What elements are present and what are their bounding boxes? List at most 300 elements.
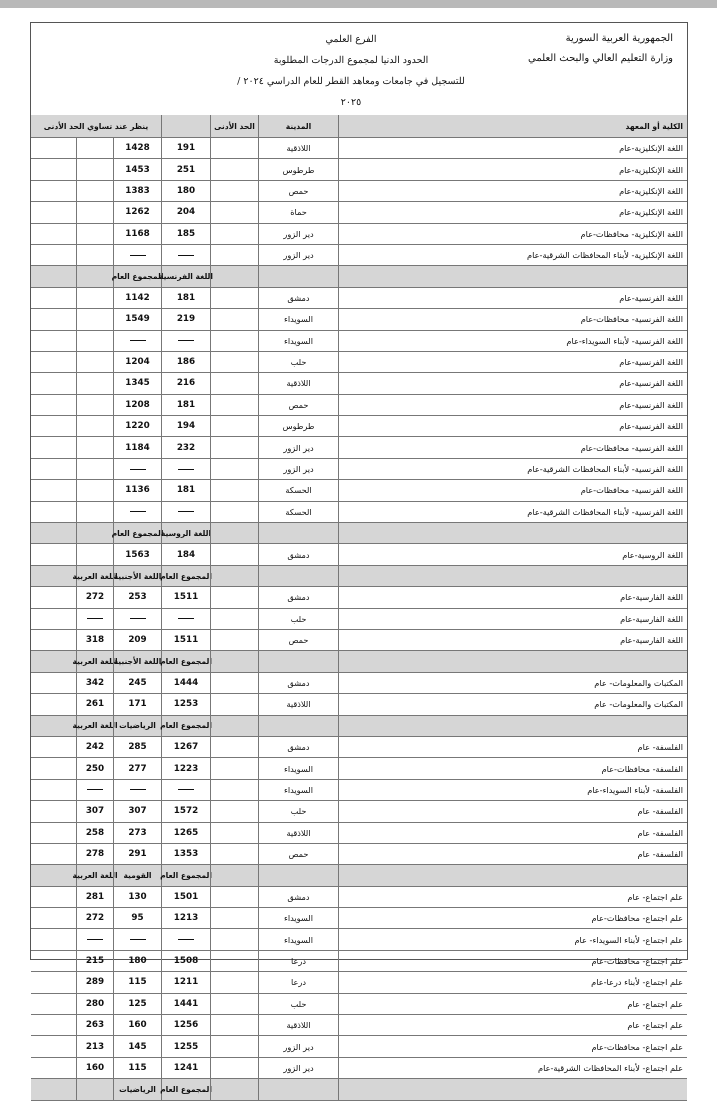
col-second-value: 253 <box>113 587 161 607</box>
table-row <box>31 309 687 330</box>
col-blank <box>31 673 76 693</box>
col-spacer <box>210 202 258 222</box>
col-third-subject: 261 <box>76 694 113 714</box>
col-city: حلب <box>258 801 338 821</box>
col-third-subject <box>76 266 113 286</box>
blank-header <box>161 115 210 137</box>
col-spacer <box>210 373 258 393</box>
col-first-value: 216 <box>161 373 210 393</box>
col-spacer <box>210 908 258 928</box>
subheader-row <box>31 651 687 672</box>
top-bar <box>0 0 717 8</box>
document-header <box>31 23 687 116</box>
college-header: الكلية أو المعهد <box>338 115 687 137</box>
col-first-value <box>161 331 210 351</box>
col-college: اللغة الفرنسية-عام <box>338 288 687 308</box>
col-blank <box>31 331 76 351</box>
col-city: حمص <box>258 395 338 415</box>
subheader-row <box>31 865 687 886</box>
col-blank <box>31 159 76 179</box>
issuer-block <box>528 29 673 69</box>
subheader-row <box>31 566 687 587</box>
col-blank <box>31 587 76 607</box>
col-city: السويداء <box>258 929 338 949</box>
table-row <box>31 1058 687 1079</box>
col-spacer <box>210 245 258 265</box>
table-row <box>31 694 687 715</box>
col-blank <box>31 245 76 265</box>
col-second-value: 273 <box>113 823 161 843</box>
col-college <box>338 1079 687 1099</box>
col-third-subject: 272 <box>76 587 113 607</box>
table-row <box>31 951 687 972</box>
col-third-subject: اللغة العربية <box>76 651 113 671</box>
col-blank <box>31 1058 76 1078</box>
col-city: دمشق <box>258 673 338 693</box>
col-third-subject <box>76 480 113 500</box>
col-spacer <box>210 929 258 949</box>
col-college: المكتبات والمعلومات- عام <box>338 673 687 693</box>
table-row <box>31 994 687 1015</box>
dash-mark <box>178 511 194 512</box>
col-first-value: المجموع العام <box>161 1079 210 1099</box>
col-college <box>338 865 687 885</box>
col-blank <box>31 758 76 778</box>
col-college <box>338 523 687 543</box>
col-first-value: 219 <box>161 309 210 329</box>
col-second-value <box>113 331 161 351</box>
col-third-subject <box>76 181 113 201</box>
table-row <box>31 758 687 779</box>
col-spacer <box>210 651 258 671</box>
col-college <box>338 566 687 586</box>
col-city: دير الزور <box>258 1058 338 1078</box>
col-blank <box>31 823 76 843</box>
col-spacer <box>210 1079 258 1099</box>
table-row <box>31 1015 687 1036</box>
col-blank <box>31 1036 76 1056</box>
col-first-value: 1511 <box>161 630 210 650</box>
col-blank <box>31 630 76 650</box>
col-blank <box>31 951 76 971</box>
col-first-value: 1223 <box>161 758 210 778</box>
col-second-value: 1168 <box>113 224 161 244</box>
table-header-row <box>31 115 687 138</box>
col-spacer <box>210 480 258 500</box>
dash-mark <box>178 789 194 790</box>
col-college: اللغة الفرنسية- محافظات-عام <box>338 437 687 457</box>
col-city: السويداء <box>258 908 338 928</box>
col-city: حماة <box>258 202 338 222</box>
col-college: اللغة الفرنسية- لأبناء المحافظات الشرقية-عام <box>338 502 687 522</box>
dash-mark <box>178 469 194 470</box>
col-city: دير الزور <box>258 459 338 479</box>
dash-mark <box>130 511 146 512</box>
col-first-value: 1441 <box>161 994 210 1014</box>
table-row <box>31 395 687 416</box>
col-spacer <box>210 994 258 1014</box>
col-first-value: 194 <box>161 416 210 436</box>
col-spacer <box>210 1058 258 1078</box>
col-first-value <box>161 245 210 265</box>
col-spacer <box>210 1036 258 1056</box>
col-second-value: 307 <box>113 801 161 821</box>
table-row <box>31 288 687 309</box>
col-college: اللغة الفرنسية- لأبناء المحافظات الشرقية-عام <box>338 459 687 479</box>
col-third-subject <box>76 373 113 393</box>
col-third-subject: 280 <box>76 994 113 1014</box>
col-first-value: 232 <box>161 437 210 457</box>
col-blank <box>31 202 76 222</box>
col-third-subject <box>76 780 113 800</box>
col-third-subject <box>76 502 113 522</box>
col-third-subject: 342 <box>76 673 113 693</box>
col-first-value: المجموع العام <box>161 865 210 885</box>
col-second-value: 285 <box>113 737 161 757</box>
col-spacer <box>210 737 258 757</box>
col-city <box>258 523 338 543</box>
col-spacer <box>210 694 258 714</box>
dash-mark <box>178 939 194 940</box>
col-third-subject: 272 <box>76 908 113 928</box>
col-second-value: 180 <box>113 951 161 971</box>
col-college: اللغة الإنكليزية-عام <box>338 202 687 222</box>
col-third-subject: 263 <box>76 1015 113 1035</box>
col-spacer <box>210 673 258 693</box>
col-city: حلب <box>258 352 338 372</box>
table-row <box>31 737 687 758</box>
col-city <box>258 1079 338 1099</box>
col-college: الفلسفة- محافظات-عام <box>338 758 687 778</box>
col-first-value: 1572 <box>161 801 210 821</box>
table-row <box>31 416 687 437</box>
col-city <box>258 651 338 671</box>
col-first-value: اللغة الروسية <box>161 523 210 543</box>
col-city: درعا <box>258 972 338 992</box>
col-blank <box>31 844 76 864</box>
col-second-value: القومية <box>113 865 161 885</box>
dash-mark <box>178 340 194 341</box>
table-row <box>31 801 687 822</box>
col-blank <box>31 459 76 479</box>
table-row <box>31 352 687 373</box>
table-row <box>31 609 687 630</box>
col-blank <box>31 716 76 736</box>
col-college: الفلسفة- عام <box>338 844 687 864</box>
col-city: اللاذقية <box>258 373 338 393</box>
table-row <box>31 224 687 245</box>
col-first-value: 1256 <box>161 1015 210 1035</box>
col-blank <box>31 480 76 500</box>
col-spacer <box>210 801 258 821</box>
col-college: اللغة الفارسية-عام <box>338 609 687 629</box>
col-third-subject <box>76 288 113 308</box>
subheader-row <box>31 1079 687 1100</box>
col-first-value: المجموع العام <box>161 716 210 736</box>
col-second-value: 291 <box>113 844 161 864</box>
col-college: علم اجتماع- محافظات-عام <box>338 951 687 971</box>
col-second-value: 1262 <box>113 202 161 222</box>
col-first-value <box>161 502 210 522</box>
col-third-subject: 213 <box>76 1036 113 1056</box>
col-first-value: 1265 <box>161 823 210 843</box>
col-third-subject <box>76 202 113 222</box>
col-spacer <box>210 437 258 457</box>
col-third-subject: 215 <box>76 951 113 971</box>
col-second-value: 145 <box>113 1036 161 1056</box>
table-row <box>31 245 687 266</box>
dash-mark <box>130 340 146 341</box>
col-spacer <box>210 266 258 286</box>
table-row <box>31 1036 687 1057</box>
table-row <box>31 459 687 480</box>
col-blank <box>31 651 76 671</box>
dash-mark <box>130 789 146 790</box>
col-city <box>258 865 338 885</box>
col-spacer <box>210 544 258 564</box>
col-third-subject <box>76 245 113 265</box>
col-first-value: 204 <box>161 202 210 222</box>
col-spacer <box>210 758 258 778</box>
table-row <box>31 544 687 565</box>
col-third-subject: 250 <box>76 758 113 778</box>
col-spacer <box>210 887 258 907</box>
col-college <box>338 266 687 286</box>
col-blank <box>31 1015 76 1035</box>
col-third-subject <box>76 224 113 244</box>
col-third-subject: 242 <box>76 737 113 757</box>
col-first-value: 184 <box>161 544 210 564</box>
col-blank <box>31 437 76 457</box>
col-third-subject: 289 <box>76 972 113 992</box>
city-header: المدينة <box>258 115 338 137</box>
col-third-subject: اللغة العربية <box>76 865 113 885</box>
table-row <box>31 202 687 223</box>
col-blank <box>31 395 76 415</box>
table-row <box>31 331 687 352</box>
col-second-value: 115 <box>113 972 161 992</box>
col-spacer <box>210 352 258 372</box>
col-city <box>258 266 338 286</box>
col-city: دير الزور <box>258 224 338 244</box>
col-college: اللغة الإنكليزية- لأبناء المحافظات الشرقية-عام <box>338 245 687 265</box>
dash-mark <box>178 255 194 256</box>
col-spacer <box>210 823 258 843</box>
table-row <box>31 480 687 501</box>
col-third-subject: 307 <box>76 801 113 821</box>
col-city: دمشق <box>258 544 338 564</box>
col-second-value: 1142 <box>113 288 161 308</box>
dash-mark <box>130 618 146 619</box>
col-second-value: 1204 <box>113 352 161 372</box>
col-first-value: 1211 <box>161 972 210 992</box>
col-blank <box>31 266 76 286</box>
col-second-value <box>113 502 161 522</box>
col-first-value <box>161 609 210 629</box>
col-first-value: 1501 <box>161 887 210 907</box>
col-first-value <box>161 459 210 479</box>
col-blank <box>31 352 76 372</box>
col-city: دمشق <box>258 288 338 308</box>
col-second-value: الرياضيات <box>113 1079 161 1099</box>
col-third-subject <box>76 416 113 436</box>
col-city: طرطوس <box>258 416 338 436</box>
col-city: دمشق <box>258 737 338 757</box>
col-third-subject <box>76 309 113 329</box>
col-college: اللغة الفرنسية- لأبناء السويداء-عام <box>338 331 687 351</box>
col-second-value <box>113 780 161 800</box>
table-row <box>31 673 687 694</box>
col-blank <box>31 865 76 885</box>
col-third-subject <box>76 159 113 179</box>
col-blank <box>31 694 76 714</box>
col-second-value: 125 <box>113 994 161 1014</box>
col-second-value: 277 <box>113 758 161 778</box>
col-city: طرطوس <box>258 159 338 179</box>
col-third-subject <box>76 459 113 479</box>
col-city <box>258 716 338 736</box>
table-row <box>31 887 687 908</box>
col-college: علم اجتماع- محافظات-عام <box>338 908 687 928</box>
col-city: حمص <box>258 630 338 650</box>
col-city: السويداء <box>258 331 338 351</box>
col-college: علم اجتماع- لأبناء المحافظات الشرقية-عام <box>338 1058 687 1078</box>
col-second-value <box>113 929 161 949</box>
table-row <box>31 587 687 608</box>
table-row <box>31 502 687 523</box>
col-blank <box>31 288 76 308</box>
dash-mark <box>130 939 146 940</box>
col-first-value: 1353 <box>161 844 210 864</box>
col-spacer <box>210 630 258 650</box>
col-first-value: 1511 <box>161 587 210 607</box>
col-spacer <box>210 1015 258 1035</box>
col-college: اللغة الفرنسية- محافظات-عام <box>338 309 687 329</box>
table-row <box>31 181 687 202</box>
col-spacer <box>210 951 258 971</box>
col-city: الحسكة <box>258 480 338 500</box>
col-second-value: 1453 <box>113 159 161 179</box>
col-second-value: 1220 <box>113 416 161 436</box>
col-second-value: 115 <box>113 1058 161 1078</box>
col-third-subject: اللغة العربية <box>76 566 113 586</box>
table-row <box>31 630 687 651</box>
col-spacer <box>210 502 258 522</box>
col-college: اللغة الإنكليزية- محافظات-عام <box>338 224 687 244</box>
col-spacer <box>210 844 258 864</box>
col-city: السويداء <box>258 780 338 800</box>
registration-title: للتسجيل في جامعات ومعاهد القطر للعام الدراسي ٢٠٢٤ / ٢٠٢٥ <box>237 76 465 108</box>
col-spacer <box>210 865 258 885</box>
col-third-subject <box>76 1079 113 1099</box>
col-spacer <box>210 395 258 415</box>
col-spacer <box>210 416 258 436</box>
col-blank <box>31 523 76 543</box>
col-first-value <box>161 780 210 800</box>
ministry-name: وزارة التعليم العالي والبحث العلمي <box>528 53 673 64</box>
col-spacer <box>210 972 258 992</box>
table-row <box>31 844 687 865</box>
col-college: اللغة الفرنسية-عام <box>338 352 687 372</box>
col-second-value: 160 <box>113 1015 161 1035</box>
col-blank <box>31 994 76 1014</box>
table-row <box>31 437 687 458</box>
col-third-subject <box>76 437 113 457</box>
col-city: السويداء <box>258 758 338 778</box>
col-city: دير الزور <box>258 1036 338 1056</box>
col-college: علم اجتماع- لأبناء السويداء- عام <box>338 929 687 949</box>
col-city: اللاذقية <box>258 694 338 714</box>
col-second-value <box>113 459 161 479</box>
dash-mark <box>130 255 146 256</box>
col-spacer <box>210 780 258 800</box>
col-spacer <box>210 716 258 736</box>
col-second-value: 209 <box>113 630 161 650</box>
republic-name: الجمهورية العربية السورية <box>565 33 673 44</box>
col-blank <box>31 566 76 586</box>
results-table <box>31 115 687 1101</box>
dash-mark <box>178 618 194 619</box>
col-college: اللغة الإنكليزية-عام <box>338 181 687 201</box>
col-city: حلب <box>258 994 338 1014</box>
col-spacer <box>210 224 258 244</box>
col-blank <box>31 373 76 393</box>
col-college: المكتبات والمعلومات- عام <box>338 694 687 714</box>
col-first-value: 1253 <box>161 694 210 714</box>
col-second-value: 1184 <box>113 437 161 457</box>
col-first-value: 181 <box>161 480 210 500</box>
col-first-value: المجموع العام <box>161 651 210 671</box>
col-second-value: الرياضيات <box>113 716 161 736</box>
col-third-subject: 160 <box>76 1058 113 1078</box>
subheader-row <box>31 716 687 737</box>
col-second-value: اللغة الأجنبية <box>113 651 161 671</box>
col-spacer <box>210 459 258 479</box>
col-college: اللغة الفرنسية-عام <box>338 373 687 393</box>
col-third-subject: 281 <box>76 887 113 907</box>
col-first-value <box>161 929 210 949</box>
table-row <box>31 780 687 801</box>
col-city: اللاذقية <box>258 1015 338 1035</box>
col-second-value: 171 <box>113 694 161 714</box>
col-college: اللغة الفرنسية- محافظات-عام <box>338 480 687 500</box>
col-blank <box>31 181 76 201</box>
col-city: الحسكة <box>258 502 338 522</box>
col-third-subject <box>76 352 113 372</box>
document-page <box>30 22 688 1094</box>
col-third-subject <box>76 523 113 543</box>
col-college: الفلسفة- لأبناء السويداء-عام <box>338 780 687 800</box>
col-first-value: 1444 <box>161 673 210 693</box>
col-blank <box>31 309 76 329</box>
col-college: اللغة الفارسية-عام <box>338 630 687 650</box>
col-college <box>338 651 687 671</box>
col-third-subject: 318 <box>76 630 113 650</box>
col-second-value: المجموع العام <box>113 266 161 286</box>
col-college: اللغة الفرنسية-عام <box>338 395 687 415</box>
col-city: حلب <box>258 609 338 629</box>
col-blank <box>31 544 76 564</box>
col-third-subject <box>76 395 113 415</box>
col-blank <box>31 929 76 949</box>
col-spacer <box>210 331 258 351</box>
col-college: علم اجتماع- عام <box>338 1015 687 1035</box>
col-second-value: 1136 <box>113 480 161 500</box>
col-blank <box>31 972 76 992</box>
col-city: دمشق <box>258 587 338 607</box>
dash-mark <box>87 939 103 940</box>
col-spacer <box>210 309 258 329</box>
